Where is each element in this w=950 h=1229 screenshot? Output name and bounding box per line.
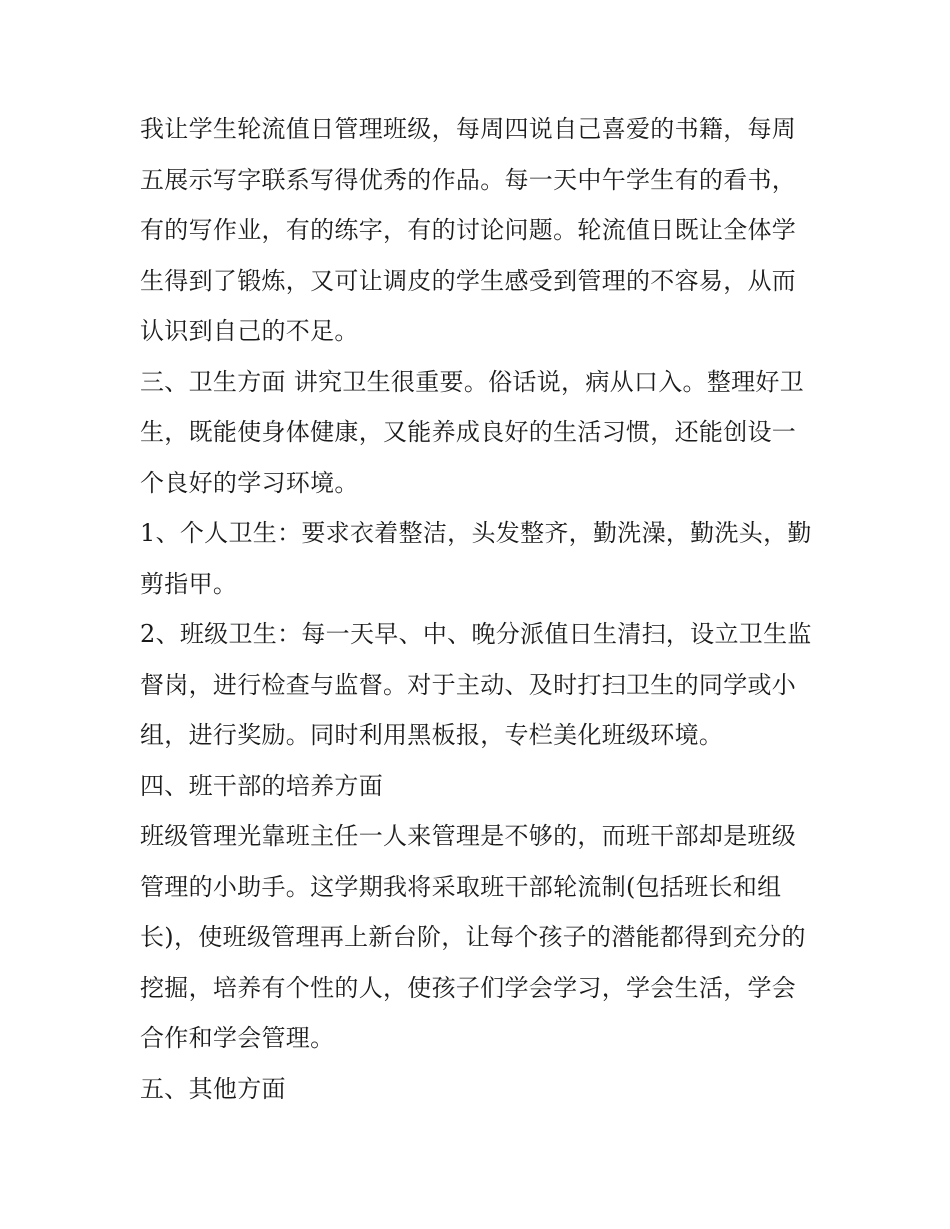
paragraph-class-duty: 我让学生轮流值日管理班级，每周四说自己喜爱的书籍，每周五展示写字联系写得优秀的作品。每一天中午学生有的看书，有的写作业，有的练字，有的讨论问题。轮流值日既让全体学生得到了锻炼，又可让调皮的学生感受到管理的不容易，从而认识到自己的不足。 xyxy=(140,115,797,345)
section-heading-class-cadres: 四、班干部的培养方面 xyxy=(140,771,383,800)
paragraph-class-cadres: 班级管理光靠班主任一人来管理是不够的，而班干部却是班级管理的小助手。这学期我将采取班干部轮流制(包括班长和组长)，使班级管理再上新台阶，让每个孩子的潜能都得到充分的挖掘，培养有个性的人，使孩子们学会学习，学会生活，学会合作和学会管理。 xyxy=(140,822,806,1052)
paragraph-class-hygiene: 2、班级卫生：每一天早、中、晚分派值日生清扫，设立卫生监督岗，进行检查与监督。对于主动、及时打扫卫生的同学或小组，进行奖励。同时利用黑板报，专栏美化班级环境。 xyxy=(140,620,812,749)
paragraph-hygiene-heading: 三、卫生方面 讲究卫生很重要。俗话说，病从口入。整理好卫生，既能使身体健康，又能养成良好的生活习惯，还能创设一个良好的学习环境。 xyxy=(140,367,805,497)
section-heading-other: 五、其他方面 xyxy=(140,1074,286,1103)
paragraph-personal-hygiene: 1、个人卫生：要求衣着整洁，头发整齐，勤洗澡，勤洗头，勤剪指甲。 xyxy=(140,519,812,598)
document-body xyxy=(140,104,816,1114)
